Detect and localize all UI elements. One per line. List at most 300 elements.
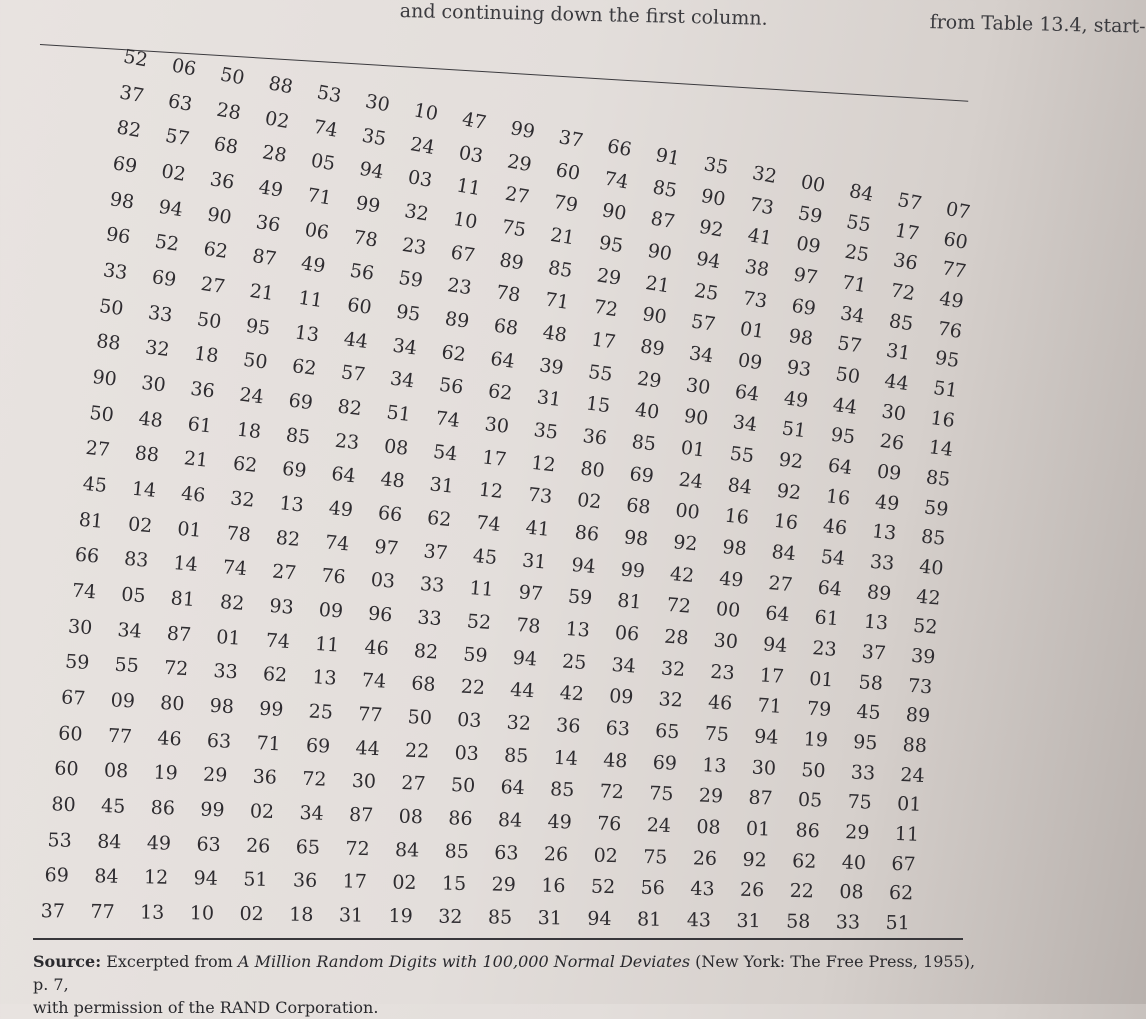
table-cell: 24	[677, 468, 704, 493]
table-cell: 77	[940, 257, 968, 284]
table-cell: 71	[756, 694, 783, 719]
table-cell: 72	[301, 768, 328, 792]
table-cell: 32	[506, 711, 532, 735]
table-cell: 30	[363, 90, 392, 117]
table-cell: 87	[748, 786, 774, 810]
table-cell: 85	[887, 309, 915, 336]
table-cell: 62	[290, 355, 318, 381]
table-cell: 34	[391, 334, 419, 360]
table-cell: 64	[826, 454, 854, 480]
table-cell: 62	[888, 882, 913, 905]
table-cell: 32	[660, 657, 687, 681]
table-cell: 13	[311, 666, 338, 690]
table-cell: 05	[120, 583, 147, 608]
table-cell: 34	[731, 411, 759, 437]
table-cell: 67	[60, 686, 87, 710]
table-cell: 75	[847, 791, 873, 815]
table-cell: 74	[360, 669, 387, 694]
table-cell: 87	[648, 207, 677, 234]
table-cell: 32	[143, 336, 171, 362]
table-cell: 73	[526, 484, 554, 509]
table-cell: 59	[64, 650, 90, 675]
table-cell: 01	[176, 517, 203, 542]
table-cell: 87	[166, 622, 193, 646]
table-cell: 60	[345, 293, 373, 319]
table-cell: 69	[150, 266, 178, 292]
table-cell: 66	[376, 501, 403, 527]
table-cell: 30	[712, 629, 739, 654]
table-cell: 63	[206, 729, 232, 753]
table-cell: 21	[182, 447, 210, 473]
table-cell: 45	[855, 701, 882, 725]
table-cell: 32	[750, 161, 779, 189]
table-cell: 65	[295, 835, 321, 859]
table-cell: 16	[929, 406, 957, 432]
table-cell: 81	[77, 508, 104, 533]
table-cell: 49	[546, 810, 572, 834]
table-cell: 23	[400, 233, 428, 260]
source-text-2: (New York: The Free Press, 1955), p. 7,	[33, 952, 976, 994]
table-cell: 27	[401, 772, 427, 796]
table-cell: 95	[829, 423, 857, 449]
table-cell: 01	[738, 318, 766, 344]
table-cell: 21	[247, 279, 276, 306]
table-cell: 30	[67, 615, 94, 639]
table-cell: 36	[292, 869, 317, 893]
table-cell: 92	[777, 448, 805, 474]
table-cell: 66	[605, 135, 634, 162]
table-cell: 90	[646, 239, 674, 266]
table-cell: 37	[557, 126, 585, 153]
table-cell: 23	[333, 429, 360, 454]
table-cell: 85	[444, 840, 470, 863]
table-cell: 33	[147, 301, 174, 327]
table-cell: 72	[345, 837, 370, 860]
table-cell: 27	[767, 571, 794, 596]
table-cell: 88	[266, 72, 295, 99]
table-cell: 82	[114, 116, 143, 143]
table-cell: 00	[674, 499, 701, 525]
table-cell: 44	[509, 679, 535, 703]
table-cell: 46	[707, 691, 733, 716]
table-cell: 00	[799, 170, 827, 198]
table-cell: 25	[843, 241, 871, 267]
table-cell: 69	[627, 462, 655, 488]
table-cell: 27	[84, 437, 111, 462]
table-cell: 78	[351, 225, 379, 252]
table-cell: 71	[543, 288, 571, 315]
table-cell: 97	[373, 535, 400, 560]
table-cell: 54	[819, 545, 846, 571]
table-cell: 85	[487, 906, 513, 929]
table-cell: 08	[382, 434, 410, 460]
table-cell: 44	[354, 736, 380, 760]
table-cell: 76	[936, 317, 964, 343]
table-cell: 56	[639, 877, 665, 900]
table-cell: 89	[443, 307, 471, 333]
table-cell: 16	[540, 874, 566, 898]
table-cell: 21	[549, 223, 577, 250]
header-fragment-left: and continuing down the first column.	[399, 0, 768, 30]
table-cell: 74	[324, 530, 351, 556]
table-cell: 09	[794, 232, 823, 259]
table-cell: 34	[298, 801, 324, 825]
table-cell: 63	[196, 833, 222, 856]
table-cell: 09	[110, 689, 136, 713]
table-cell: 90	[682, 405, 710, 431]
table-cell: 99	[354, 192, 383, 218]
table-cell: 74	[312, 115, 340, 142]
table-cell: 17	[893, 219, 922, 245]
table-cell: 17	[759, 663, 786, 688]
table-cell: 21	[643, 271, 672, 298]
table-cell: 09	[875, 460, 903, 486]
table-cell: 84	[726, 473, 753, 499]
table-cell: 32	[403, 199, 431, 226]
table-cell: 62	[232, 452, 259, 478]
table-cell: 12	[529, 451, 557, 477]
table-cell: 02	[127, 512, 154, 538]
table-cell: 50	[834, 363, 862, 389]
table-cell: 37	[40, 900, 66, 923]
table-cell: 62	[486, 380, 514, 406]
table-cell: 69	[111, 152, 140, 178]
table-cell: 08	[838, 881, 864, 904]
table-cell: 34	[611, 653, 637, 678]
table-cell: 31	[736, 909, 761, 933]
table-cell: 64	[500, 776, 526, 800]
table-cell: 86	[573, 521, 600, 546]
table-cell: 23	[446, 274, 474, 300]
table-cell: 96	[367, 602, 394, 627]
table-cell: 31	[521, 549, 548, 574]
table-cell: 10	[451, 207, 480, 234]
table-cell: 88	[94, 330, 122, 356]
table-cell: 42	[558, 682, 585, 706]
table-cell: 67	[891, 852, 917, 876]
table-cell: 03	[456, 708, 483, 733]
table-cell: 82	[336, 395, 364, 421]
table-cell: 84	[97, 830, 122, 853]
table-cell: 50	[800, 758, 826, 782]
table-cell: 98	[622, 526, 649, 551]
table-cell: 82	[274, 526, 301, 551]
table-cell: 52	[153, 230, 181, 257]
table-bottom-rule	[33, 938, 963, 940]
table-cell: 84	[497, 808, 523, 832]
table-cell: 14	[173, 552, 200, 577]
table-cell: 63	[494, 841, 519, 865]
table-cell: 33	[101, 259, 129, 285]
table-cell: 06	[303, 218, 331, 244]
table-cell: 62	[440, 340, 468, 366]
table-cell: 35	[702, 153, 731, 180]
table-cell: 01	[745, 817, 771, 841]
table-cell: 49	[146, 831, 172, 855]
table-cell: 84	[394, 838, 420, 862]
table-cell: 64	[489, 347, 517, 373]
table-cell: 81	[616, 589, 643, 614]
table-cell: 62	[791, 849, 817, 873]
table-cell: 74	[71, 579, 97, 604]
table-cell: 84	[93, 865, 119, 889]
table-cell: 39	[910, 644, 937, 669]
table-cell: 52	[465, 610, 492, 635]
table-cell: 64	[764, 602, 791, 627]
table-cell: 49	[938, 287, 966, 314]
table-cell: 51	[780, 417, 808, 443]
table-cell: 16	[824, 484, 851, 510]
table-cell: 55	[845, 210, 873, 237]
table-cell: 57	[163, 124, 192, 151]
table-cell: 75	[648, 782, 675, 806]
header-fragment-right: from Table 13.4, start-	[929, 11, 1146, 38]
table-cell: 03	[406, 166, 434, 193]
table-cell: 89	[904, 704, 931, 728]
table-cell: 28	[663, 625, 690, 650]
table-cell: 96	[104, 223, 133, 249]
table-cell: 72	[889, 279, 917, 306]
table-cell: 65	[654, 719, 681, 744]
table-cell: 36	[555, 714, 582, 738]
table-cell: 86	[447, 807, 473, 831]
table-cell: 13	[278, 492, 305, 517]
table-cell: 15	[441, 872, 466, 896]
table-cell: 55	[113, 653, 140, 678]
table-cell: 75	[500, 215, 528, 242]
table-cell: 82	[219, 591, 245, 615]
table-cell: 33	[850, 761, 876, 785]
table-cell: 11	[468, 577, 495, 602]
table-cell: 94	[192, 867, 218, 891]
table-cell: 33	[868, 550, 895, 575]
table-cell: 85	[503, 744, 529, 768]
table-cell: 22	[788, 880, 814, 903]
table-cell: 77	[357, 703, 384, 727]
table-cell: 18	[289, 903, 314, 926]
table-cell: 26	[739, 879, 764, 902]
table-cell: 18	[192, 342, 220, 368]
table-cell: 84	[847, 179, 876, 206]
table-cell: 69	[789, 294, 818, 320]
table-cell: 02	[239, 902, 264, 926]
table-cell: 08	[695, 815, 721, 839]
table-cell: 72	[599, 780, 625, 804]
table-cell: 25	[692, 279, 720, 305]
table-cell: 43	[686, 909, 712, 932]
table-cell: 69	[651, 751, 678, 775]
table-cell: 19	[153, 761, 179, 785]
table-cell: 74	[474, 511, 502, 536]
table-cell: 79	[806, 697, 832, 722]
table-cell: 57	[339, 361, 367, 387]
table-cell: 11	[314, 632, 341, 657]
table-cell: 59	[462, 643, 489, 667]
table-cell: 74	[265, 629, 291, 653]
table-cell: 16	[772, 510, 800, 535]
table-cell: 02	[263, 106, 292, 133]
table-cell: 81	[169, 587, 196, 612]
table-cell: 74	[222, 556, 249, 581]
table-cell: 27	[271, 560, 298, 585]
table-cell: 33	[212, 660, 239, 684]
table-cell: 84	[770, 540, 797, 566]
table-cell: 69	[281, 458, 308, 483]
table-cell: 77	[90, 900, 115, 924]
table-cell: 79	[551, 191, 580, 218]
table-cell: 75	[704, 722, 730, 747]
table-cell: 38	[743, 255, 772, 282]
table-cell: 90	[205, 203, 233, 229]
table-cell: 51	[931, 376, 959, 403]
table-cell: 68	[410, 672, 436, 697]
table-cell: 94	[357, 158, 386, 184]
table-cell: 48	[541, 321, 569, 347]
table-cell: 49	[327, 497, 354, 522]
table-cell: 29	[636, 367, 663, 393]
table-cell: 51	[385, 401, 413, 427]
table-cell: 85	[549, 778, 575, 802]
table-cell: 71	[306, 184, 334, 210]
table-cell: 26	[692, 846, 718, 870]
table-cell: 30	[751, 756, 777, 780]
table-cell: 90	[600, 199, 628, 226]
table-cell: 40	[917, 555, 944, 580]
table-cell: 88	[133, 442, 161, 467]
table-cell: 94	[512, 646, 539, 671]
table-cell: 87	[251, 245, 279, 271]
table-cell: 36	[208, 168, 237, 194]
table-cell: 92	[775, 479, 802, 504]
table-cell: 94	[587, 907, 612, 931]
table-cell: 88	[902, 733, 928, 758]
table-cell: 78	[515, 614, 542, 638]
table-cell: 93	[785, 356, 813, 382]
source-label: Source:	[33, 952, 102, 971]
table-cell: 11	[894, 822, 920, 846]
table-cell: 34	[388, 367, 416, 393]
table-cell: 03	[457, 141, 486, 168]
table-cell: 09	[317, 598, 344, 623]
table-cell: 23	[811, 637, 838, 661]
table-cell: 62	[425, 506, 452, 532]
table-cell: 98	[787, 325, 815, 351]
table-cell: 01	[896, 793, 922, 817]
table-cell: 35	[532, 419, 560, 444]
table-cell: 85	[651, 175, 680, 202]
table-cell: 72	[592, 296, 620, 322]
table-cell: 50	[407, 705, 433, 730]
table-cell: 56	[348, 259, 376, 286]
table-cell: 13	[701, 753, 727, 777]
table-cell: 26	[245, 834, 271, 858]
table-cell: 64	[733, 380, 761, 406]
table-cell: 35	[360, 124, 389, 151]
table-cell: 77	[107, 724, 133, 748]
table-cell: 54	[431, 440, 459, 466]
table-cell: 05	[309, 149, 337, 176]
table-cell: 71	[255, 731, 281, 755]
table-cell: 36	[581, 424, 609, 450]
table-cell: 14	[927, 436, 954, 462]
table-cell: 86	[149, 796, 175, 820]
table-cell: 60	[942, 227, 970, 254]
table-cell: 90	[91, 365, 118, 391]
table-cell: 19	[388, 904, 413, 928]
table-cell: 83	[123, 548, 150, 573]
table-cell: 49	[257, 176, 285, 202]
table-cell: 64	[816, 576, 843, 601]
table-cell: 11	[454, 174, 483, 201]
table-cell: 06	[170, 54, 198, 81]
table-cell: 10	[412, 99, 440, 126]
table-cell: 51	[885, 911, 910, 935]
table-cell: 31	[537, 907, 563, 930]
source-note	[33, 950, 993, 1019]
table-cell: 28	[260, 141, 289, 168]
table-cell: 08	[103, 759, 129, 783]
table-cell: 28	[215, 98, 243, 125]
table-cell: 24	[646, 814, 671, 838]
table-cell: 09	[736, 349, 764, 375]
table-cell: 85	[920, 525, 947, 551]
table-cell: 76	[320, 564, 347, 589]
table-cell: 82	[413, 639, 440, 664]
table-cell: 85	[924, 466, 952, 491]
table-cell: 59	[567, 585, 594, 610]
table-cell: 91	[653, 144, 682, 171]
table-cell: 15	[584, 392, 612, 418]
table-cell: 27	[199, 272, 227, 299]
table-cell: 50	[218, 63, 247, 90]
table-cell: 95	[597, 231, 626, 258]
table-cell: 36	[252, 766, 278, 790]
table-cell: 14	[130, 477, 157, 502]
table-cell: 58	[858, 670, 884, 695]
table-cell: 95	[852, 731, 879, 755]
table-cell: 02	[391, 871, 417, 895]
table-cell: 25	[561, 650, 588, 674]
table-cell: 25	[308, 700, 334, 724]
table-cell: 29	[595, 263, 623, 290]
table-cell: 56	[437, 374, 465, 399]
table-cell: 57	[690, 310, 718, 337]
table-cell: 14	[552, 746, 579, 770]
table-cell: 49	[873, 490, 900, 516]
table-cell: 01	[808, 667, 835, 692]
table-cell: 69	[287, 389, 315, 415]
table-cell: 44	[342, 327, 370, 353]
table-cell: 92	[742, 848, 768, 872]
table-cell: 74	[602, 167, 631, 194]
table-cell: 50	[87, 401, 115, 427]
table-cell: 99	[199, 798, 225, 822]
table-cell: 13	[139, 901, 165, 924]
table-cell: 62	[262, 663, 288, 687]
table-cell: 63	[166, 89, 195, 116]
table-cell: 61	[186, 412, 213, 438]
table-cell: 75	[643, 845, 668, 869]
table-cell: 69	[305, 734, 331, 758]
table-cell: 45	[100, 795, 126, 818]
table-cell: 73	[741, 286, 769, 313]
table-cell: 37	[860, 640, 887, 665]
table-cell: 09	[608, 685, 634, 709]
table-cell: 71	[840, 271, 869, 298]
source-line-2: with permission of the RAND Corporation.	[33, 998, 379, 1017]
table-cell: 66	[74, 543, 101, 568]
table-cell: 30	[140, 371, 168, 397]
